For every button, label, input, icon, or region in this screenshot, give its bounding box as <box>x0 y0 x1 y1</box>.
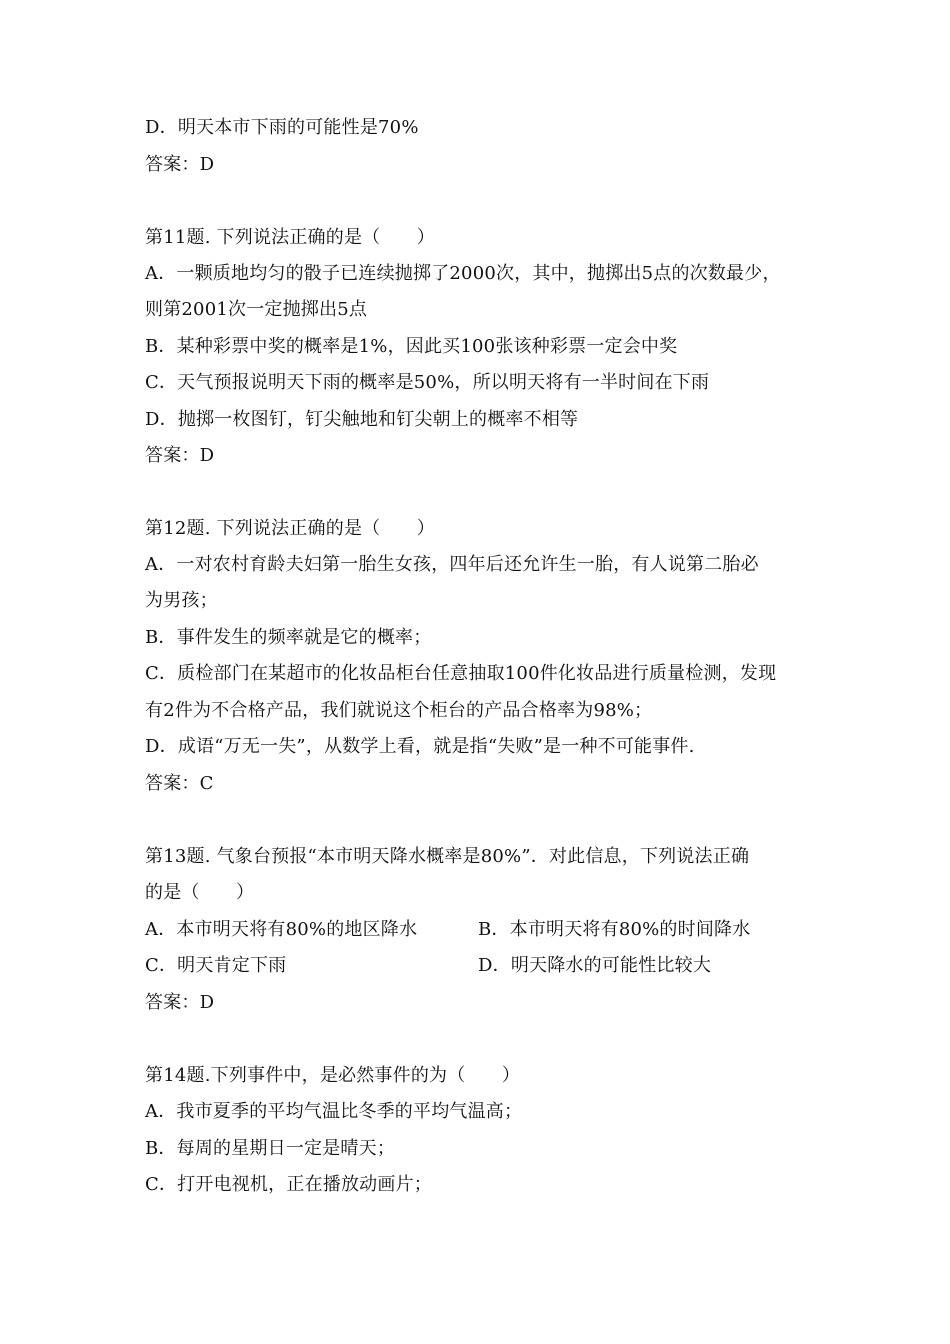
q11-option-c: C．天气预报说明天下雨的概率是50%，所以明天将有一半时间在下雨 <box>145 372 710 393</box>
q12-option-b: B．事件发生的频率就是它的概率； <box>145 627 432 648</box>
q13-option-b: B．本市明天将有80%的时间降水 <box>478 919 751 940</box>
q13-stem: 第13题. 气象台预报“本市明天降水概率是80%”．对此信息，下列说法正确 <box>145 846 750 867</box>
q11-option-b: B．某种彩票中奖的概率是1%，因此买100张该种彩票一定会中奖 <box>145 336 678 357</box>
q12-option-d: D．成语“万无一失”，从数学上看，就是指“失败”是一种不可能事件. <box>145 736 695 757</box>
q12-option-c: C．质检部门在某超市的化妆品柜台任意抽取100件化妆品进行质量检测，发现 <box>145 663 777 684</box>
q11-option-a-cont: 则第2001次一定抛掷出5点 <box>145 299 368 320</box>
prev-question-option-d: D．明天本市下雨的可能性是70% <box>145 117 419 138</box>
q14-option-b: B．每周的星期日一定是晴天； <box>145 1138 396 1159</box>
q12-option-a: A．一对农村育龄夫妇第一胎生女孩，四年后还允许生一胎，有人说第二胎必 <box>145 554 759 575</box>
q13-option-c: C．明天肯定下雨 <box>145 955 287 976</box>
q14-stem: 第14题.下列事件中，是必然事件的为（ ） <box>145 1065 521 1086</box>
q12-answer: 答案：C <box>145 773 214 794</box>
q14-option-c: C．打开电视机，正在播放动画片； <box>145 1174 432 1195</box>
q11-stem: 第11题. 下列说法正确的是（ ） <box>145 227 435 248</box>
q11-option-a: A．一颗质地均匀的骰子已连续抛掷了2000次，其中，抛掷出5点的次数最少， <box>145 263 781 284</box>
q12-stem: 第12题. 下列说法正确的是（ ） <box>145 518 435 539</box>
q11-option-d: D．抛掷一枚图钉，钉尖触地和钉尖朝上的概率不相等 <box>145 409 579 430</box>
q13-answer: 答案：D <box>145 992 215 1013</box>
q13-stem-cont: 的是（ ） <box>145 882 255 903</box>
q14-option-a: A．我市夏季的平均气温比冬季的平均气温高； <box>145 1101 523 1122</box>
q13-option-d: D．明天降水的可能性比较大 <box>478 955 712 976</box>
q13-option-a: A．本市明天将有80%的地区降水 <box>145 919 418 940</box>
q12-option-c-cont: 有2件为不合格产品，我们就说这个柜台的产品合格率为98%； <box>145 700 653 721</box>
q11-answer: 答案：D <box>145 445 215 466</box>
prev-question-answer: 答案：D <box>145 154 215 175</box>
q12-option-a-cont: 为男孩； <box>145 590 218 611</box>
